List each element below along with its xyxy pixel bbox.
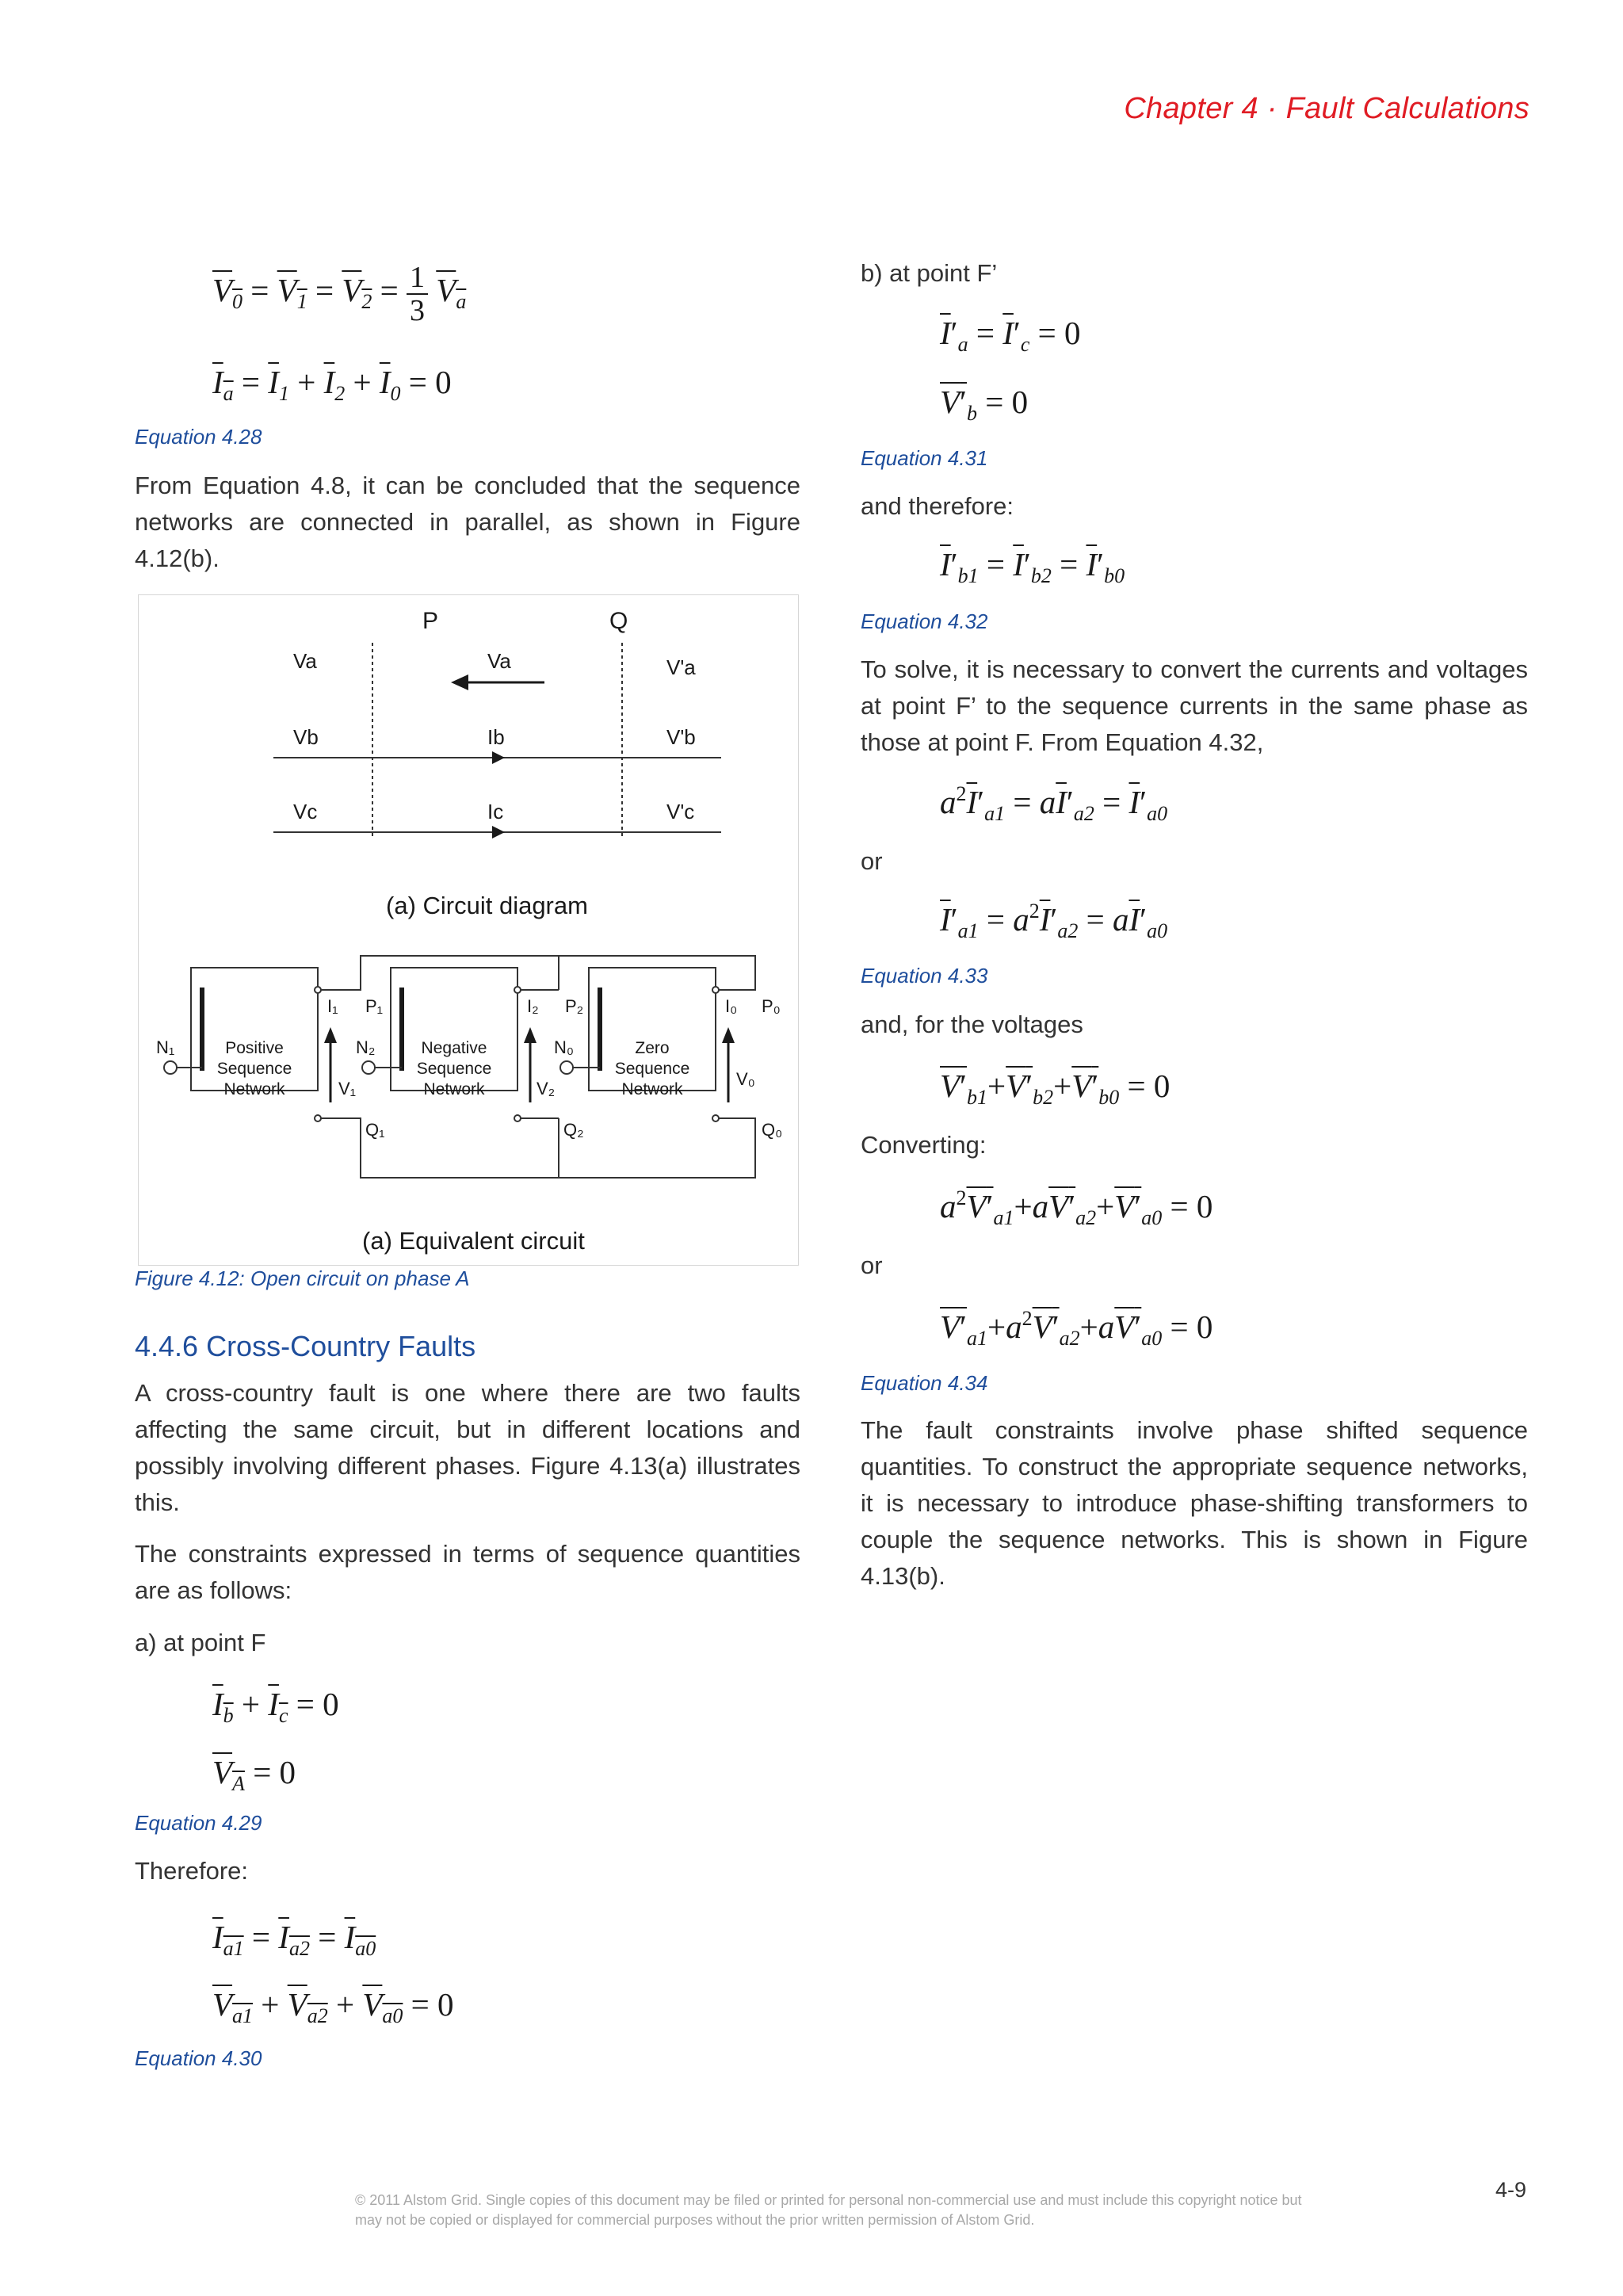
terminal-n2 [362, 1061, 375, 1074]
terminal-n0 [560, 1061, 573, 1074]
label-p1: P₁ [365, 996, 384, 1016]
positive-network-label-3: Network [223, 1080, 285, 1098]
caption-a: (a) Circuit diagram [386, 892, 588, 919]
equation-label: Equation 4.32 [861, 609, 988, 633]
negative-network-label-1: Negative [421, 1039, 487, 1057]
v2-arrow-head [524, 1027, 537, 1043]
figure-4-12-svg [139, 595, 798, 1265]
chapter-header: Chapter 4 · Fault Calculations [1124, 92, 1529, 125]
label-i0: I₀ [725, 996, 738, 1016]
label-v1: V₁ [338, 1079, 357, 1098]
equation-4-29-line1: $I_b + I_c = 0$ [212, 1686, 339, 1727]
equation-label: Equation 4.30 [135, 2046, 262, 2070]
label-i2: I₂ [527, 996, 539, 1016]
equation-4-31-line2: $V'_b = 0$ [940, 384, 1029, 425]
label-q0: Q₀ [762, 1120, 783, 1140]
equation-label: Equation 4.28 [135, 425, 262, 449]
paragraph: From Equation 4.8, it can be concluded that the sequence networks are connected in parallel, as shown in Figure 4.12(b). [135, 472, 800, 572]
terminal-n1 [164, 1061, 177, 1074]
ib-arrow [492, 751, 505, 764]
terminal-q0 [712, 1115, 719, 1121]
label-p: P [422, 608, 439, 634]
positive-network-label-1: Positive [225, 1039, 284, 1057]
paragraph: Converting: [861, 1131, 987, 1159]
equation-4-34-line1: $a^2V'_{a1}+aV'_{a2}+V'_{a0} = 0$ [940, 1186, 1213, 1229]
v0-arrow-head [722, 1027, 735, 1043]
paragraph: and, for the voltages [861, 1010, 1083, 1038]
label-ib: Ib [487, 725, 505, 749]
zero-network-label-3: Network [621, 1080, 683, 1098]
paragraph: The constraints expressed in terms of sequence quantities are as follows: [135, 1540, 800, 1604]
negative-network-label-2: Sequence [416, 1060, 492, 1078]
equation-4-33-line1: $a^2\overline{I}'_{a1} = a\overline{I}'_{a2} = \overline{I}'_{a0}$ [940, 782, 1168, 825]
zero-network-label-2: Sequence [614, 1060, 690, 1078]
paragraph: b) at point F’ [861, 259, 998, 287]
paragraph: or [861, 1251, 883, 1279]
copyright-footer: © 2011 Alstom Grid. Single copies of this document may be filed or printed for personal non-commercial use and must include this copyright notice but may not be copied or displayed for commercial purposes without the prior written permission of Alstom Grid. [355, 2192, 1302, 2228]
paragraph: or [861, 847, 883, 875]
equation-4-29-line2: $V_A = 0$ [212, 1754, 296, 1795]
equation-4-30-line2: $V_{a1} + V_{a2} + V_{a0} = 0$ [212, 1986, 454, 2027]
label-va-left: Va [293, 649, 317, 673]
label-va-mid: Va [487, 649, 511, 673]
label-va-right: V'a [666, 655, 696, 679]
positive-network-label-2: Sequence [216, 1060, 292, 1078]
paragraph: A cross-country fault is one where there are two faults affecting the same circuit, but in different locations and possibly involving different phases. Figure 4.13(a) illustrates this. [135, 1379, 800, 1516]
equation-4-31-line1: $\overline{I}'_a = \overline{I}'_c = 0$ [940, 315, 1081, 356]
equation-4-28-line2: $I_a = \overline{I}_1 + \overline{I}_2 + \overline{I}_0 = 0$ [212, 364, 452, 405]
label-vb-left: Vb [293, 725, 319, 749]
paragraph: Therefore: [135, 1857, 249, 1885]
terminal-p0 [712, 987, 719, 993]
label-n0: N₀ [554, 1037, 575, 1057]
label-p2: P₂ [565, 996, 584, 1016]
equation-voltages: $V'_{b1}+V'_{b2}+V'_{b0} = 0$ [940, 1068, 1170, 1109]
label-n2: N₂ [356, 1037, 376, 1057]
label-q: Q [609, 608, 628, 634]
equation-4-32: $\overline{I}'_{b1} = \overline{I}'_{b2} = \overline{I}'_{b0}$ [940, 546, 1125, 587]
va-arrow-head [451, 674, 468, 690]
label-q2: Q₂ [563, 1120, 584, 1140]
equation-4-33-line2: $\overline{I}'_{a1} = a^2\overline{I}'_{a2} = a\overline{I}'_{a0}$ [940, 900, 1168, 942]
equation-label: Equation 4.31 [861, 446, 988, 470]
terminal-q2 [514, 1115, 521, 1121]
negative-network-label-3: Network [423, 1080, 485, 1098]
top-bus [318, 956, 755, 990]
page-number: 4-9 [1495, 2178, 1526, 2202]
caption-b: (a) Equivalent circuit [362, 1227, 585, 1255]
zero-network-label-1: Zero [635, 1039, 670, 1057]
paragraph: a) at point F [135, 1629, 266, 1656]
label-vb-right: V'b [666, 725, 696, 749]
label-i1: I₁ [327, 996, 338, 1016]
equation-label: Equation 4.29 [135, 1811, 262, 1835]
label-n1: N₁ [156, 1037, 175, 1057]
label-vc-left: Vc [293, 800, 318, 823]
equation-label: Equation 4.33 [861, 964, 988, 988]
terminal-q1 [315, 1115, 321, 1121]
label-q1: Q₁ [365, 1120, 385, 1140]
figure-caption: Figure 4.12: Open circuit on phase A [135, 1266, 470, 1290]
figure-4-12 [138, 594, 799, 1266]
label-p0: P₀ [762, 996, 781, 1016]
label-v2: V₂ [537, 1079, 556, 1098]
v1-arrow-head [324, 1027, 337, 1043]
label-vc-right: V'c [666, 800, 695, 823]
equation-4-34-line2: $V'_{a1}+a^2V'_{a2}+aV'_{a0} = 0$ [940, 1307, 1213, 1350]
equation-4-28-line1: $V_0 = V_1 = V_2$ = $\frac{1}{3}$ $V_a$ [212, 261, 467, 327]
label-ic: Ic [487, 800, 504, 823]
ic-arrow [492, 826, 505, 839]
paragraph: The fault constraints involve phase shifted sequence quantities. To construct the appropriate sequence networks, it is necessary to introduce phase-shifting transformers to couple the sequence networks. This is shown in Figure 4.13(b). [861, 1416, 1528, 1590]
equation-label: Equation 4.34 [861, 1371, 988, 1395]
terminal-p2 [514, 987, 521, 993]
paragraph: To solve, it is necessary to convert the currents and voltages at point F’ to the sequence currents in the same phase as those at point F. From Equation 4.32, [861, 655, 1528, 756]
terminal-p1 [315, 987, 321, 993]
paragraph: and therefore: [861, 492, 1014, 520]
label-v0: V₀ [736, 1069, 755, 1089]
equation-4-30-line1: $I_{a1} = I_{a2} = I_{a0}$ [212, 1919, 376, 1960]
section-title: 4.4.6 Cross-Country Faults [135, 1330, 476, 1362]
